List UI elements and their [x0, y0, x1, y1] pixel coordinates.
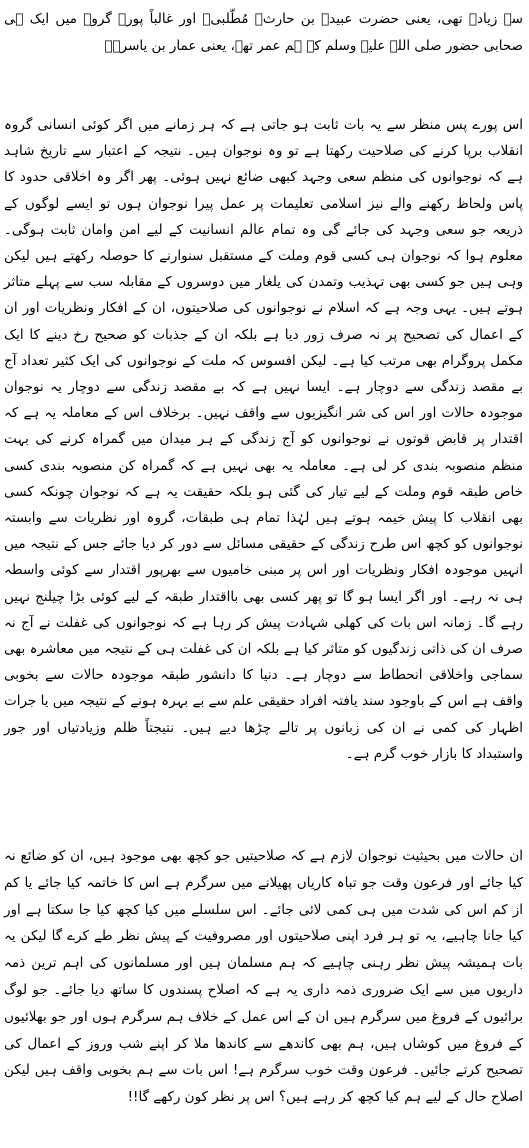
paragraph-youth-background: اس پورے پس منظر سے یہ بات ثابت ہو جاتی ہے کہ ہر زمانے میں اگر کوئی انسانی گروہ انقلاب برپا کرنے کی صلاحیت رکھتا ہے تو وہ نوجوان ہیں۔ نتیجہ کے اعتبار سے تاریخ شاہد ہے کہ نوجوانوں کی منظم سعی وجہد کبھی ضائع نہیں ہوئی۔ پھر اگر وہ اخلاقی حدود کا پاس ولحاظ رکھنے والے نیز اسلامی تعلیمات پر عمل پیرا نوجوان ہوں تو ایسے لوگوں کے ذریعہ جو سعی وجہد کی جائے گی وہ تمام عالم انسانیت کے لیے امن وامان ثابت ہوگی۔ معلوم ہوا کہ نوجوان ہی کسی قوم وملت کے مستقبل سنوارنے کا حوصلہ رکھتے ہیں لیکن وہی ہیں جو کسی بھی تہذیب وتمدن کی یلغار میں دوسروں کے مقابلہ سب سے پہلے متاثر ہوتے ہیں۔ یہی وجہ ہے کہ اسلام نے نوجوانوں کی صلاحیتوں، ان کے افکار ونظریات اور ان کے اعمال کی تصحیح پر نہ صرف زور دیا ہے بلکہ ان کے جذبات کو صحیح رخ دینے کا ایک مکمل پروگرام بھی مرتب کیا ہے۔ لیکن افسوس کہ ملت کے نوجوانوں کی ایک کثیر تعداد آج بے مقصد زندگی سے دوچار ہے۔ ایسا نہیں ہے کہ بے مقصد زندگی سے دوچار یہ نوجوان موجودہ حالات اور اس کی شر انگیزیوں سے واقف نہیں۔ برخلاف اس کے معاملہ یہ ہے کہ اقتدار پر قابض قوتوں نے نوجوانوں کو آج زندگی کے ہر میدان میں گمراہ کرنے کی بہت منظم منصوبہ بندی کر لی ہے۔ معاملہ یہ بھی نہیں ہے کہ گمراہ کن منصوبہ بندی کسی خاص طبقہ قوم وملت کے لیے تیار کی گئی ہو بلکہ حقیقت یہ ہے کہ نوجوان چونکہ کسی بھی انقلاب کا پیش خیمہ ہوتے ہیں لہٰذا تمام ہی طبقات، گروہ اور نظریات سے وابستہ نوجوانوں کو کچھ اس طرح زندگی کے حقیقی مسائل سے دور کر دیا جائے جس کے نتیجہ میں انہیں موجودہ افکار ونظریات اور اس پر مبنی خامیوں سے بھرپور اقتدار سے کوئی واسطہ ہی نہ رہے۔ اور اگر ایسا ہو گا تو پھر کسی بھی بااقتدار طبقہ کے لیے کوئی بڑا چیلنج نہیں رہے گا۔ زمانہ اس بات کی کھلی شہادت پیش کر رہا ہے کہ نوجوانوں کی غفلت نے آج نہ صرف ان کی ذاتی زندگیوں کو متاثر کیا ہے بلکہ ان کی غفلت ہی کے نتیجہ میں معاشرہ بھی سماجی واخلاقی انحطاط سے دوچار ہے۔ دنیا کا دانشور طبقہ موجودہ حالات سے بخوبی واقف ہے اس کے باوجود سند یافتہ افراد حقیقی علم سے بے بہرہ ہونے کے نتیجہ میں یا جرات اظہار کی کمی نے ان کی زبانوں پر تالے چڑھا دیے ہیں۔ نتیجتاً ظلم وزیادتیاں اور جور واستبداد کا بازار خوب گرم ہے۔ [4, 117, 523, 762]
paragraph-youth-responsibility: ان حالات میں بحیثیت نوجوان لازم ہے کہ صلاحیتیں جو کچھ بھی موجود ہیں، ان کو ضائع نہ کیا جائے اور فرعون وقت جو تباہ کاریاں پھیلانے میں سرگرم ہے اس کا خاتمہ کیا جائے یا کم از کم اس کی شدت میں ہی کمی لائی جائے۔ اس سلسلے میں کیا کچھ کیا جا سکتا ہے اور کیا جانا چاہیے، یہ تو ہر فرد اپنی صلاحیتوں اور مصروفیت کے پیش نظر طے کرے گا لیکن یہ بات ہمیشہ پیش نظر رہنی چاہیے کہ ہم مسلمان ہیں اور مسلمانوں کی اہم ترین ذمہ داریوں میں سے ایک ضروری ذمہ داری یہ ہے کہ اصلاح پسندوں کا ساتھ دیا جائے۔ جو لوگ برائیوں کے فروغ میں سرگرم ہیں ان کے اس عمل کے خلاف ہم سرگرم ہوں اور جو بھلائیوں کے فروغ میں کوشاں ہیں، ہم بھی کاندھے سے کاندھا ملا کر اپنے شب وروز کے اعمال کی تصحیح کرتے جائیں۔ فرعون وقت خوب سرگرم ہے! اس بات سے ہم بخوبی واقف ہیں لیکن اصلاح حال کے لیے ہم کیا کچھ کر رہے ہیں؟ اس پر نظر کون رکھے گا!! [4, 848, 523, 1106]
paragraph-intro-continuation: سے زیادہ تھی، یعنی حضرت عبیدہ بن حارثؓ مُطّلبی۔ اور غالباً پورے گروہ میں ایک ہی صحابی حضور صلی اللہ علیہ وسلم کے ہم عمر تھے، یعنی عمار بن یاسرؓ۔ [4, 11, 523, 54]
